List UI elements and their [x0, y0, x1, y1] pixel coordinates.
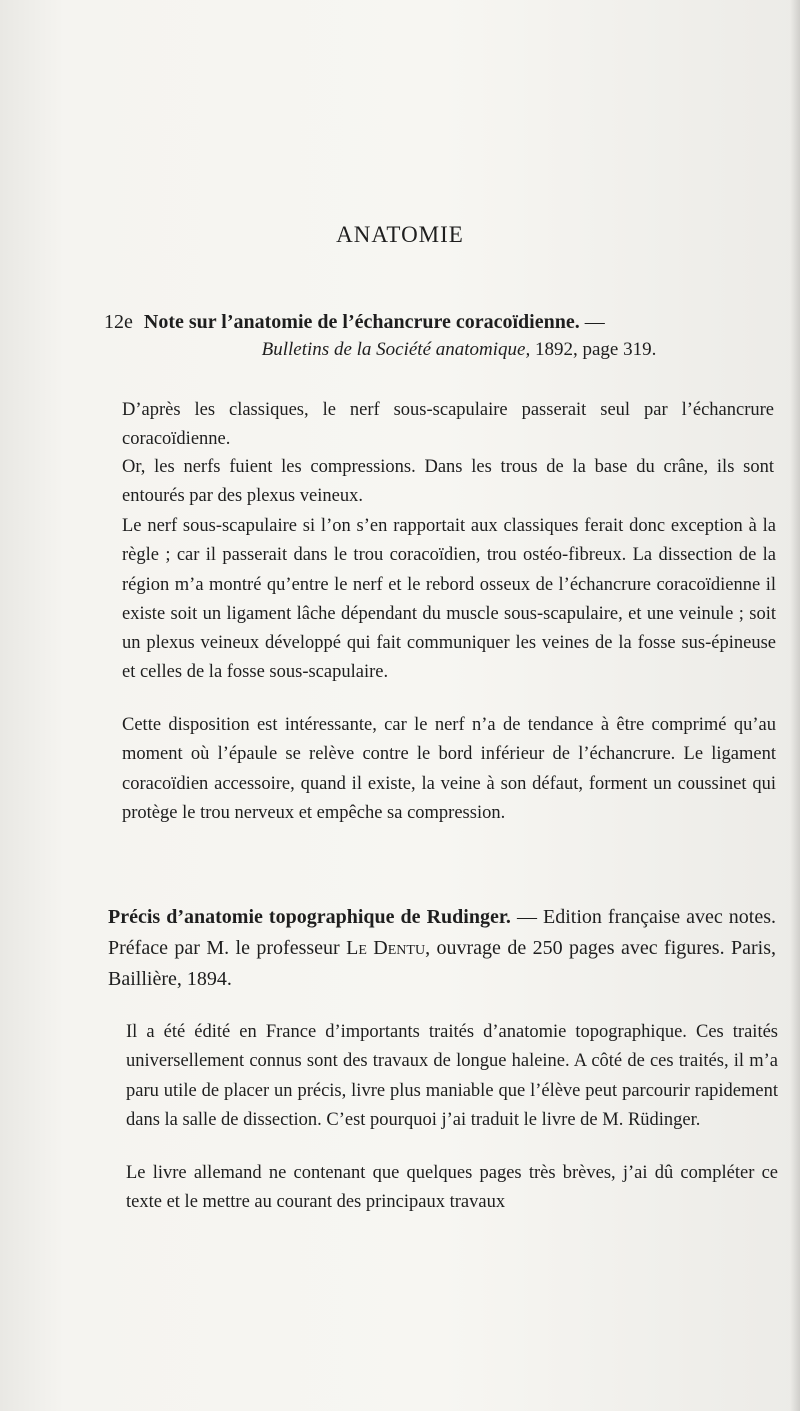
- entry-title-2: [108, 902, 776, 995]
- paragraph-text: Or, les nerfs fuient les compressions. Dans les trous de la base du crâne, ils sont entourés par des plexus veineux.: [122, 457, 774, 507]
- citation-details: 1892, page 319.: [534, 339, 657, 360]
- entry-details: Edition française avec notes. Préface par M. le professeur: [108, 906, 777, 959]
- entry-dash: —: [584, 311, 605, 333]
- paragraph: [104, 453, 774, 512]
- paragraph-text: D’après les classiques, le nerf sous-scapulaire passerait seul par l’échancrure coracoïdienne.: [122, 400, 774, 450]
- paragraph-text: Le nerf sous-scapulaire si l’on s’en rapportait aux classiques ferait donc exception à la règle ; car il passerait dans le trou coracoïdien, trou ostéo-fibreux. La dissection de la région m’a montré qu’entre le nerf et le rebord osseux de l’échancrure coracoïdienne il existe soit un ligament lâche dépendant du muscle sous-scapulaire, et une veinule ; soit un plexus veineux développé qui fait communiquer les veines de la fosse sus-épineuse et celles de la fosse sous-scapulaire.: [122, 516, 776, 683]
- paragraph-text: Le livre allemand ne contenant que quelques pages très brèves, j’ai dû compléter ce texte et le mettre au courant des principaux travaux: [126, 1163, 778, 1213]
- entry-details-end: ouvrage de 250 pages avec figures. Paris, Baillière, 1894.: [108, 937, 777, 990]
- paragraph: [104, 512, 776, 688]
- entry-citation: [144, 336, 774, 364]
- entry-title-text: Note sur l’anatomie de l’échancrure coracoïdienne.: [143, 311, 580, 333]
- entry-title-1: [104, 308, 774, 336]
- entry-dash: —: [516, 906, 537, 928]
- page-edge-shadow: [790, 0, 800, 1411]
- entry-author: Le Dentu,: [346, 937, 431, 959]
- running-head: ANATOMIE: [336, 222, 464, 247]
- entry-heading-2: [108, 902, 776, 995]
- entry-title-text: Précis d’anatomie topographique de Rudinger.: [108, 906, 511, 928]
- paragraph: [104, 396, 774, 455]
- paragraph: [108, 1159, 778, 1218]
- entry-number: 12e: [104, 311, 133, 333]
- citation-journal: Bulletins de la Société anatomique,: [261, 339, 531, 360]
- paragraph: [108, 1018, 778, 1135]
- paragraph: [104, 711, 776, 828]
- paragraph-text: Cette disposition est intéressante, car le nerf n’a de tendance à être comprimé qu’au moment où l’épaule se relève contre le bord inférieur de l’échancrure. Le ligament coracoïdien accessoire, quand il existe, la veine à son défaut, forment un coussinet qui protège le trou nerveux et empêche sa compression.: [122, 715, 776, 823]
- entry-heading-1: [104, 308, 774, 364]
- paragraph-text: Il a été édité en France d’importants traités d’anatomie topographique. Ces traités universellement connus sont des travaux de longue haleine. A côté de ces traités, il m’a paru utile de placer un précis, livre plus maniable que l’élève peut parcourir rapidement dans la salle de dissection. C’est pourquoi j’ai traduit le livre de M. Rüdinger.: [126, 1022, 778, 1130]
